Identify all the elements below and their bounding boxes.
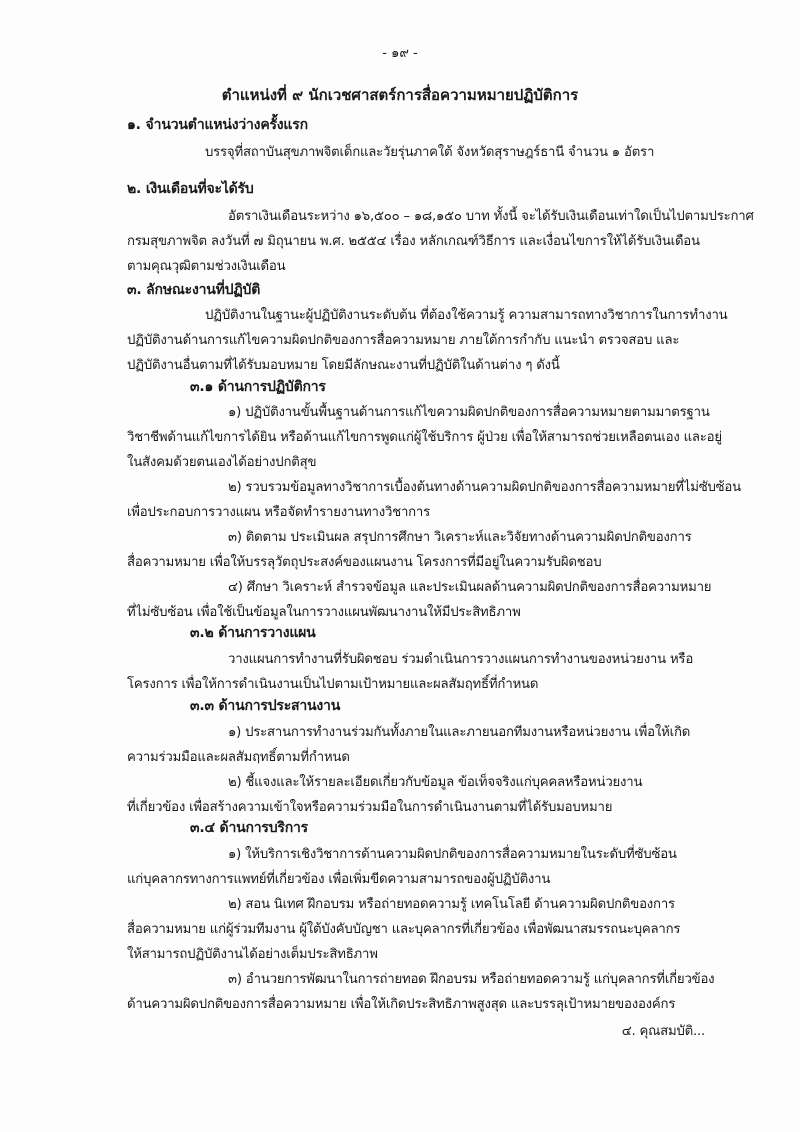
paragraph-line: ๓) อำนวยการพัฒนาในการถ่ายทอด ฝึกอบรม หรือถ่ายทอดความรู้ แก่บุคลากรที่เกี่ยวข้อง	[228, 972, 715, 987]
paragraph-line: ในสังคมด้วยตนเองได้อย่างปกติสุข	[127, 455, 317, 470]
paragraph-line: ด้านความผิดปกติของการสื่อความหมาย เพื่อให้เกิดประสิทธิภาพสูงสุด และบรรลุเป้าหมายขององค์กร	[127, 997, 676, 1012]
paragraph-line: ที่ไม่ซับซ้อน เพื่อใช้เป็นข้อมูลในการวางแผนพัฒนางานให้มีประสิทธิภาพ	[127, 605, 521, 620]
paragraph-line: ๓) ติดตาม ประเมินผล สรุปการศึกษา วิเคราะห์และวิจัยทางด้านความผิดปกติของการ	[228, 530, 692, 545]
paragraph-line: ๒) รวบรวมข้อมูลทางวิชาการเบื้องต้นทางด้านความผิดปกติของการสื่อความหมายที่ไม่ซับซ้อน	[228, 480, 741, 495]
subsection-3-4-heading: ๓.๔ ด้านการบริการ	[190, 820, 309, 836]
paragraph-line: บรรจุที่สถาบันสุขภาพจิตเด็กและวัยรุ่นภาคใต้ จังหวัดสุราษฎร์ธานี จำนวน ๑ อัตรา	[205, 145, 655, 160]
paragraph-line: ๑) ให้บริการเชิงวิชาการด้านความผิดปกติของการสื่อความหมายในระดับที่ซับซ้อน	[228, 847, 677, 862]
paragraph-line: ตามคุณวุฒิตามช่วงเงินเดือน	[127, 259, 286, 274]
paragraph-line: แก่บุคลากรทางการแพทย์ที่เกี่ยวข้อง เพื่อเพิ่มขีดความสามารถของผู้ปฏิบัติงาน	[127, 872, 551, 887]
paragraph-line: ที่เกี่ยวข้อง เพื่อสร้างความเข้าใจหรือความร่วมมือในการดำเนินงานตามที่ได้รับมอบหมาย	[127, 800, 613, 815]
subsection-3-3-heading: ๓.๓ ด้านการประสานงาน	[190, 698, 341, 714]
paragraph-line: ความร่วมมือและผลสัมฤทธิ์ตามที่กำหนด	[127, 750, 350, 765]
paragraph-line: วางแผนการทำงานที่รับผิดชอบ ร่วมดำเนินการวางแผนการทำงานของหน่วยงาน หรือ	[228, 652, 694, 667]
subsection-3-2-heading: ๓.๒ ด้านการวางแผน	[190, 625, 316, 641]
paragraph-line: ๒) ชี้แจงและให้รายละเอียดเกี่ยวกับข้อมูล ข้อเท็จจริงแก่บุคคลหรือหน่วยงาน	[228, 775, 643, 790]
paragraph-line: สื่อความหมาย แก่ผู้ร่วมทีมงาน ผู้ใต้บังคับบัญชา และบุคลากรที่เกี่ยวข้อง เพื่อพัฒนาสมรรถนะบุคลากร	[127, 922, 681, 937]
paragraph-line: วิชาชีพด้านแก้ไขการได้ยิน หรือด้านแก้ไขการพูดแก่ผู้ใช้บริการ ผู้ป่วย เพื่อให้สามารถช่วยเหลือตนเอง และอยู่	[127, 430, 722, 445]
paragraph-line: สื่อความหมาย เพื่อให้บรรลุวัตถุประสงค์ของแผนงาน โครงการที่มีอยู่ในความรับผิดชอบ	[127, 555, 602, 570]
page-title: ตำแหน่งที่ ๙ นักเวชศาสตร์การสื่อความหมายปฏิบัติการ	[221, 86, 579, 104]
section-2-heading: ๒. เงินเดือนที่จะได้รับ	[127, 181, 254, 197]
paragraph-line: ปฏิบัติงานด้านการแก้ไขความผิดปกติของการสื่อความหมาย ภายใต้การกำกับ แนะนำ ตรวจสอบ และ	[127, 333, 680, 348]
continuation-note: ๔. คุณสมบัติ...	[621, 1024, 705, 1039]
section-1-heading: ๑. จำนวนตำแหน่งว่างครั้งแรก	[127, 117, 308, 133]
paragraph-line: เพื่อประกอบการวางแผน หรือจัดทำรายงานทางวิชาการ	[127, 505, 431, 520]
subsection-3-1-heading: ๓.๑ ด้านการปฏิบัติการ	[190, 379, 326, 395]
paragraph-line: โครงการ เพื่อให้การดำเนินงานเป็นไปตามเป้าหมายและผลสัมฤทธิ์ที่กำหนด	[127, 677, 539, 692]
paragraph-line: ให้สามารถปฏิบัติงานได้อย่างเต็มประสิทธิภาพ	[127, 947, 378, 962]
paragraph-line: กรมสุขภาพจิต ลงวันที่ ๗ มิถุนายน พ.ศ. ๒๕๕๔ เรื่อง หลักเกณฑ์วิธีการ และเงื่อนไขการให้ได้รับเงินเดือน	[127, 234, 700, 249]
paragraph-line: ปฏิบัติงานในฐานะผู้ปฏิบัติงานระดับต้น ที่ต้องใช้ความรู้ ความสามารถทางวิชาการในการทำงาน	[205, 308, 728, 323]
paragraph-line: ๑) ประสานการทำงานร่วมกันทั้งภายในและภายนอกทีมงานหรือหน่วยงาน เพื่อให้เกิด	[228, 725, 691, 740]
paragraph-line: ๒) สอน นิเทศ ฝึกอบรม หรือถ่ายทอดความรู้ เทคโนโลยี ด้านความผิดปกติของการ	[228, 897, 675, 912]
paragraph-line: ๑) ปฏิบัติงานขั้นพื้นฐานด้านการแก้ไขความผิดปกติของการสื่อความหมายตามมาตรฐาน	[228, 405, 710, 420]
paragraph-line: ๔) ศึกษา วิเคราะห์ สำรวจข้อมูล และประเมินผลด้านความผิดปกติของการสื่อความหมาย	[228, 580, 712, 595]
paragraph-line: อัตราเงินเดือนระหว่าง ๑๖,๕๐๐ – ๑๘,๑๕๐ บาท ทั้งนี้ จะได้รับเงินเดือนเท่าใดเป็นไปตามประกาศ	[228, 209, 754, 224]
paragraph-line: ปฏิบัติงานอื่นตามที่ได้รับมอบหมาย โดยมีลักษณะงานที่ปฏิบัติในด้านต่าง ๆ ดังนี้	[127, 358, 560, 373]
page-number: - ๑๙ -	[382, 46, 418, 61]
section-3-heading: ๓. ลักษณะงานที่ปฏิบัติ	[127, 282, 261, 298]
